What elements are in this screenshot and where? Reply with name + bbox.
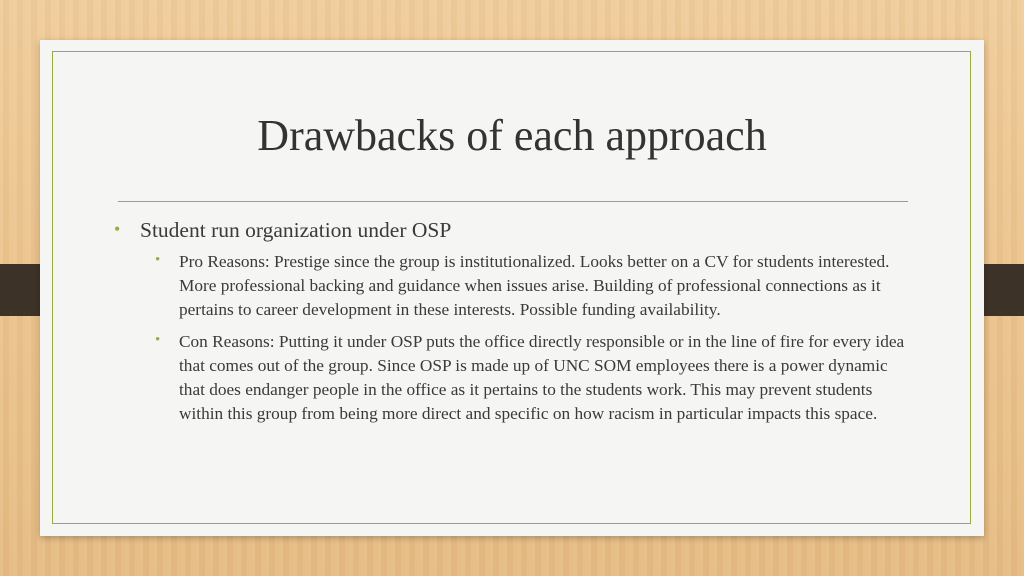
bullet-dot-icon: • bbox=[114, 219, 121, 239]
slide-title: Drawbacks of each approach bbox=[257, 111, 767, 160]
bullet-dot-icon: • bbox=[155, 331, 161, 348]
sub-bullet-con-text: Con Reasons: Putting it under OSP puts the office directly responsible or in the line of fire for every idea that comes out of the group. Since OSP is made up of UNC SOM employees there is a power dynamic that does endanger people in the office as it pertains to the students work. This may prevent students within this group from being more direct and specific on how racism in particular impacts this space. bbox=[179, 331, 905, 424]
slide-content bbox=[110, 216, 910, 433]
bullet-level1 bbox=[110, 216, 910, 244]
bullet-dot-icon: • bbox=[155, 252, 161, 268]
title-divider bbox=[118, 201, 908, 202]
sub-bullet-pro-text: Pro Reasons: Prestige since the group is institutionalized. Looks better on a CV for students interested. More professional backing and guidance when issues arise. Building of professional connections as it pertains to career development in these interests. Possible funding availability. bbox=[179, 252, 890, 320]
sub-bullet-pro bbox=[155, 250, 910, 323]
sub-bullet-con bbox=[155, 330, 910, 427]
bullet-level1-text: Student run organization under OSP bbox=[140, 218, 452, 242]
slide-card bbox=[40, 40, 984, 536]
